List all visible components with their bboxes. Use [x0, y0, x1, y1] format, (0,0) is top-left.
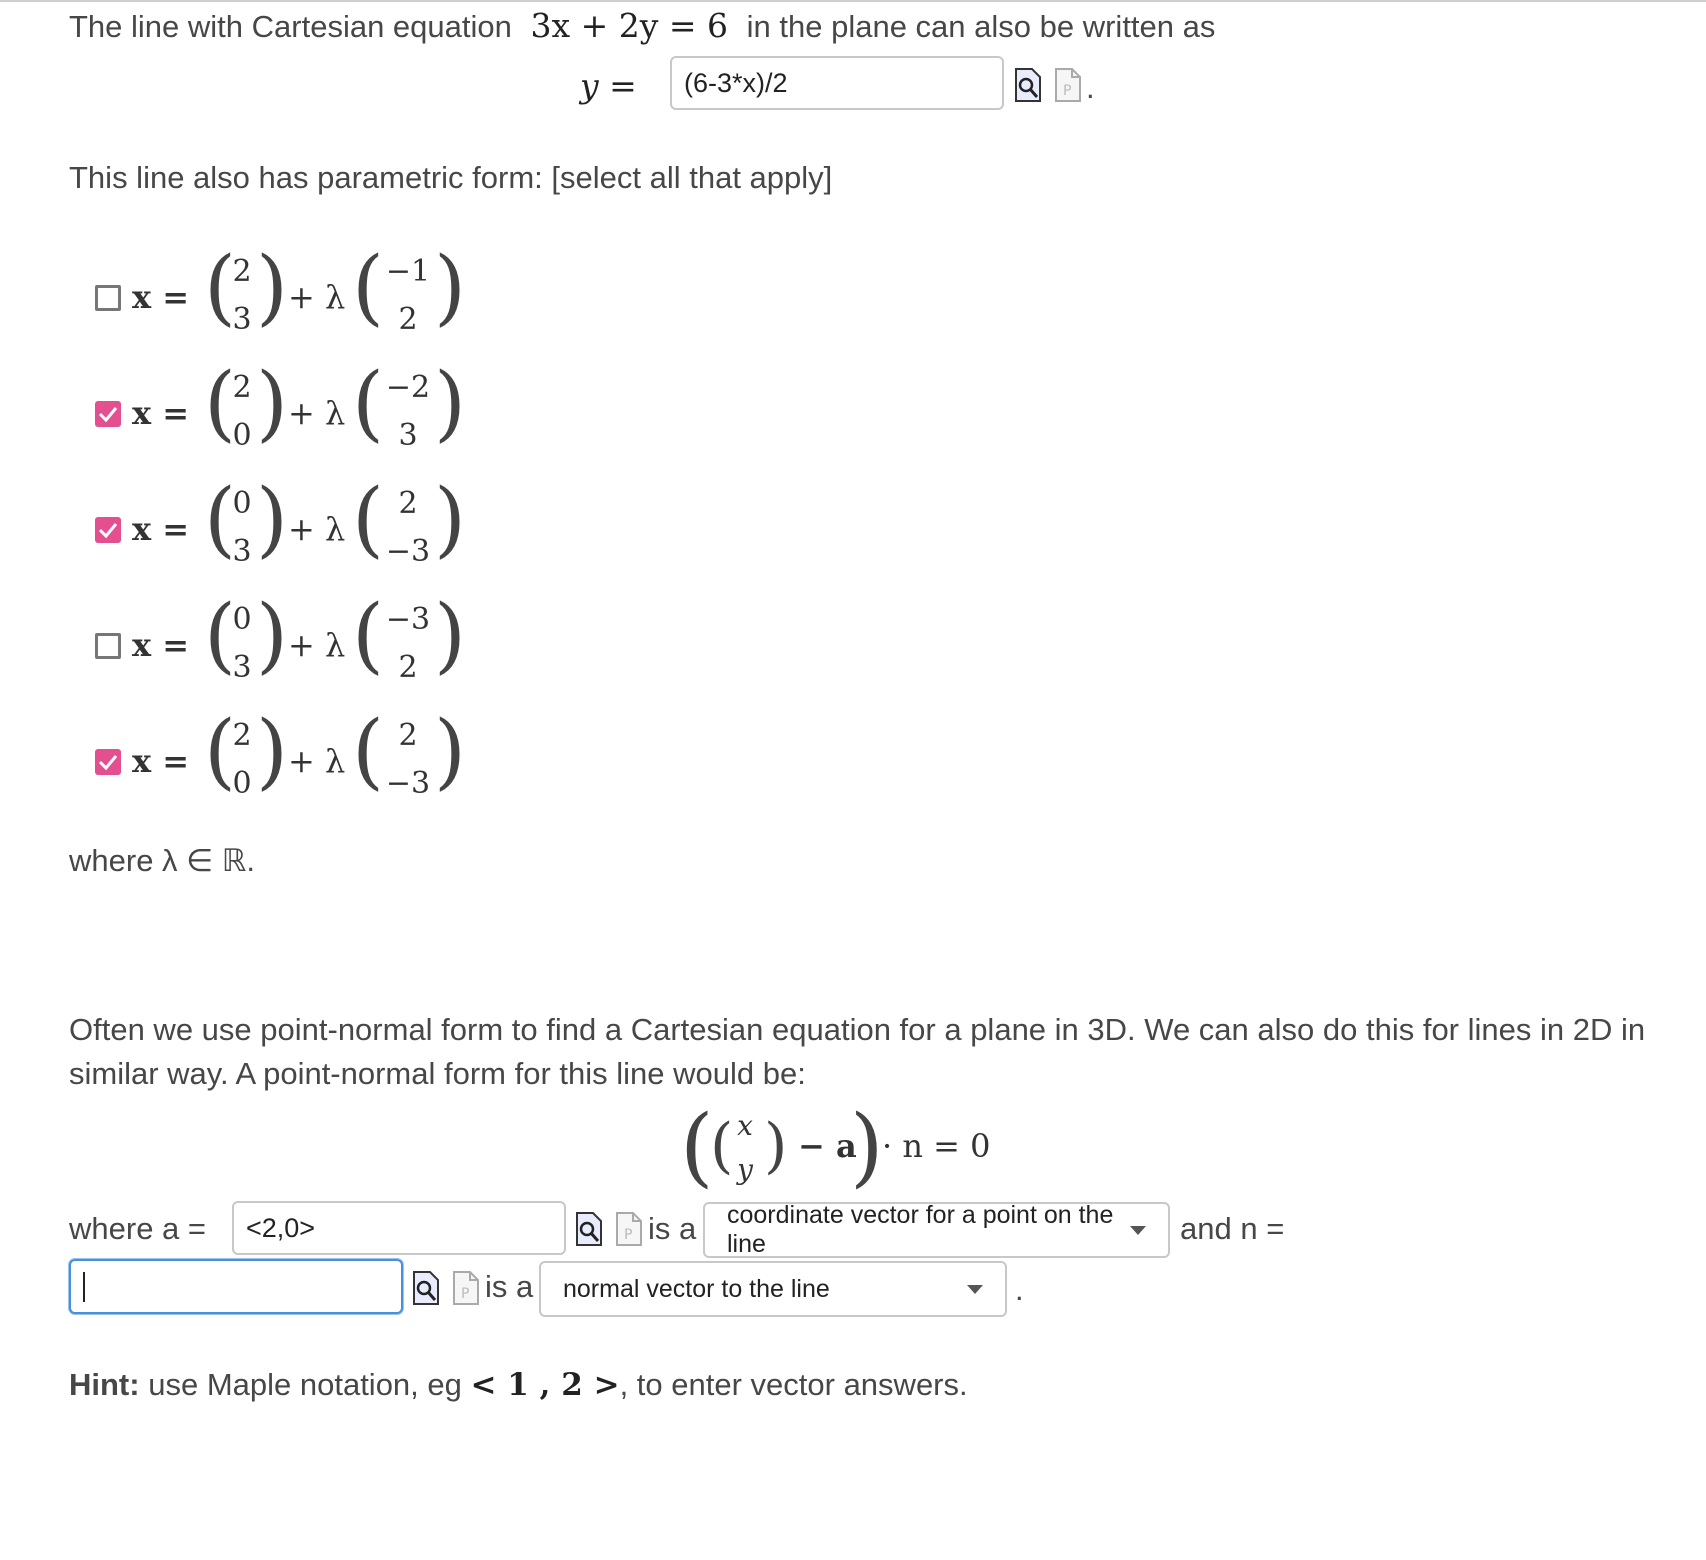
direction-component-2: 2	[398, 650, 418, 685]
right-paren: )	[434, 704, 466, 799]
point-component-1: 0	[232, 486, 252, 521]
svg-text:P: P	[461, 1286, 470, 1302]
answers-trailing-period: .	[1015, 1272, 1024, 1307]
direction-component-2: 2	[398, 302, 418, 337]
checkbox-checked[interactable]	[95, 517, 121, 543]
and-n-label: and n =	[1180, 1211, 1285, 1246]
is-a-label-2: is a	[485, 1269, 534, 1304]
svg-text:P: P	[624, 1227, 633, 1243]
preview-icon[interactable]	[412, 1270, 440, 1306]
point-component-1: 0	[232, 602, 252, 637]
svg-text:P: P	[1063, 83, 1072, 99]
hint-text-after: , to enter vector answers.	[619, 1367, 968, 1402]
direction-component-1: −2	[385, 370, 431, 405]
point-component-2: 3	[232, 650, 252, 685]
intro-before: The line with Cartesian equation	[69, 9, 512, 44]
vec-x: x	[737, 1109, 753, 1142]
cartesian-equation: 3x + 2y = 6	[530, 6, 729, 45]
left-paren: (	[204, 704, 236, 799]
point-component-1: 2	[232, 254, 252, 289]
vector-x-equals: x =	[132, 278, 190, 316]
plus-lambda: + λ	[288, 742, 346, 780]
a-role-select[interactable]	[703, 1202, 1170, 1258]
y-answer-input[interactable]	[670, 56, 1004, 110]
point-component-1: 2	[232, 718, 252, 753]
point-normal-line2: similar way. A point-normal form for this line would be:	[69, 1056, 806, 1091]
n-vector-input[interactable]	[69, 1259, 403, 1314]
parametric-option[interactable]	[100, 472, 700, 582]
left-paren: (	[352, 472, 384, 567]
a-vector-input[interactable]	[232, 1201, 566, 1255]
hint-example: < 1 , 2 >	[470, 1367, 620, 1403]
left-paren: (	[352, 356, 384, 451]
n-role-select[interactable]	[539, 1261, 1007, 1317]
y-trailing-period: .	[1086, 70, 1095, 105]
chevron-down-icon	[1130, 1226, 1146, 1235]
point-normal-formula: ( ( x y ) − a ) · n = 0	[680, 1105, 1020, 1195]
right-paren: )	[256, 356, 288, 451]
y-answer-value: (6-3*x)/2	[684, 67, 788, 98]
vector-x-equals: x =	[132, 394, 190, 432]
plus-lambda: + λ	[288, 626, 346, 664]
direction-component-2: −3	[385, 766, 431, 801]
right-paren: )	[434, 472, 466, 567]
preview-icon[interactable]	[1014, 67, 1042, 103]
where-a-label: where a =	[69, 1211, 207, 1246]
direction-component-1: 2	[398, 486, 418, 521]
direction-component-2: 3	[398, 418, 418, 453]
point-component-2: 0	[232, 418, 252, 453]
direction-component-1: 2	[398, 718, 418, 753]
hint	[69, 1367, 968, 1403]
hint-label: Hint:	[69, 1367, 140, 1402]
left-paren: (	[352, 588, 384, 683]
plus-lambda: + λ	[288, 278, 346, 316]
right-paren: )	[256, 240, 288, 335]
parametric-prompt: This line also has parametric form: [select all that apply]	[69, 160, 833, 195]
right-paren: )	[434, 588, 466, 683]
chevron-down-icon	[967, 1285, 983, 1294]
minus-a: − a	[798, 1127, 857, 1165]
is-a-label-1: is a	[648, 1211, 697, 1246]
vector-x-equals: x =	[132, 510, 190, 548]
vector-x-equals: x =	[132, 742, 190, 780]
a-vector-value: <2,0>	[246, 1212, 316, 1243]
vec-y: y	[737, 1153, 753, 1186]
intro-after: in the plane can also be written as	[746, 9, 1216, 44]
checkbox-checked[interactable]	[95, 401, 121, 427]
checkmark-icon	[95, 401, 121, 427]
point-component-2: 3	[232, 302, 252, 337]
preview-icon[interactable]	[575, 1211, 603, 1247]
checkbox-unchecked[interactable]	[95, 285, 121, 311]
parametric-option[interactable]	[100, 240, 700, 350]
checkbox-checked[interactable]	[95, 749, 121, 775]
direction-component-1: −3	[385, 602, 431, 637]
plus-lambda: + λ	[288, 394, 346, 432]
left-paren: (	[352, 240, 384, 335]
right-paren: )	[256, 704, 288, 799]
left-paren: (	[352, 704, 384, 799]
right-paren: )	[256, 472, 288, 567]
right-paren: )	[434, 240, 466, 335]
intro-sentence	[69, 8, 1215, 45]
parametric-option[interactable]	[100, 704, 700, 814]
right-paren: )	[256, 588, 288, 683]
point-normal-line1: Often we use point-normal form to find a Cartesian equation for a plane in 3D. We can also do this for lines in 2D in	[69, 1012, 1646, 1047]
checkmark-icon	[95, 749, 121, 775]
a-role-selected: coordinate vector for a point on the line	[727, 1201, 1114, 1258]
left-paren: (	[204, 588, 236, 683]
checkmark-icon	[95, 517, 121, 543]
left-paren: (	[204, 472, 236, 567]
right-paren: )	[434, 356, 466, 451]
syntax-help-icon[interactable]	[1054, 67, 1082, 103]
dot-n-equals-zero: · n = 0	[882, 1127, 991, 1165]
vector-x-equals: x =	[132, 626, 190, 664]
point-component-2: 3	[232, 534, 252, 569]
parametric-option[interactable]	[100, 588, 700, 698]
point-component-2: 0	[232, 766, 252, 801]
left-paren: (	[204, 356, 236, 451]
direction-component-1: −1	[385, 254, 431, 289]
parametric-option[interactable]	[100, 356, 700, 466]
point-component-1: 2	[232, 370, 252, 405]
lambda-domain-text: where λ ∈ ℝ.	[69, 843, 255, 878]
y-equals-label: y =	[580, 66, 637, 105]
direction-component-2: −3	[385, 534, 431, 569]
checkbox-unchecked[interactable]	[95, 633, 121, 659]
left-paren: (	[204, 240, 236, 335]
top-divider	[0, 0, 1706, 2]
syntax-help-icon[interactable]	[452, 1270, 480, 1306]
lambda-domain	[69, 843, 255, 879]
plus-lambda: + λ	[288, 510, 346, 548]
text-caret	[83, 1272, 85, 1302]
n-role-selected: normal vector to the line	[563, 1274, 830, 1303]
hint-text: use Maple notation, eg	[148, 1367, 462, 1402]
syntax-help-icon[interactable]	[615, 1211, 643, 1247]
